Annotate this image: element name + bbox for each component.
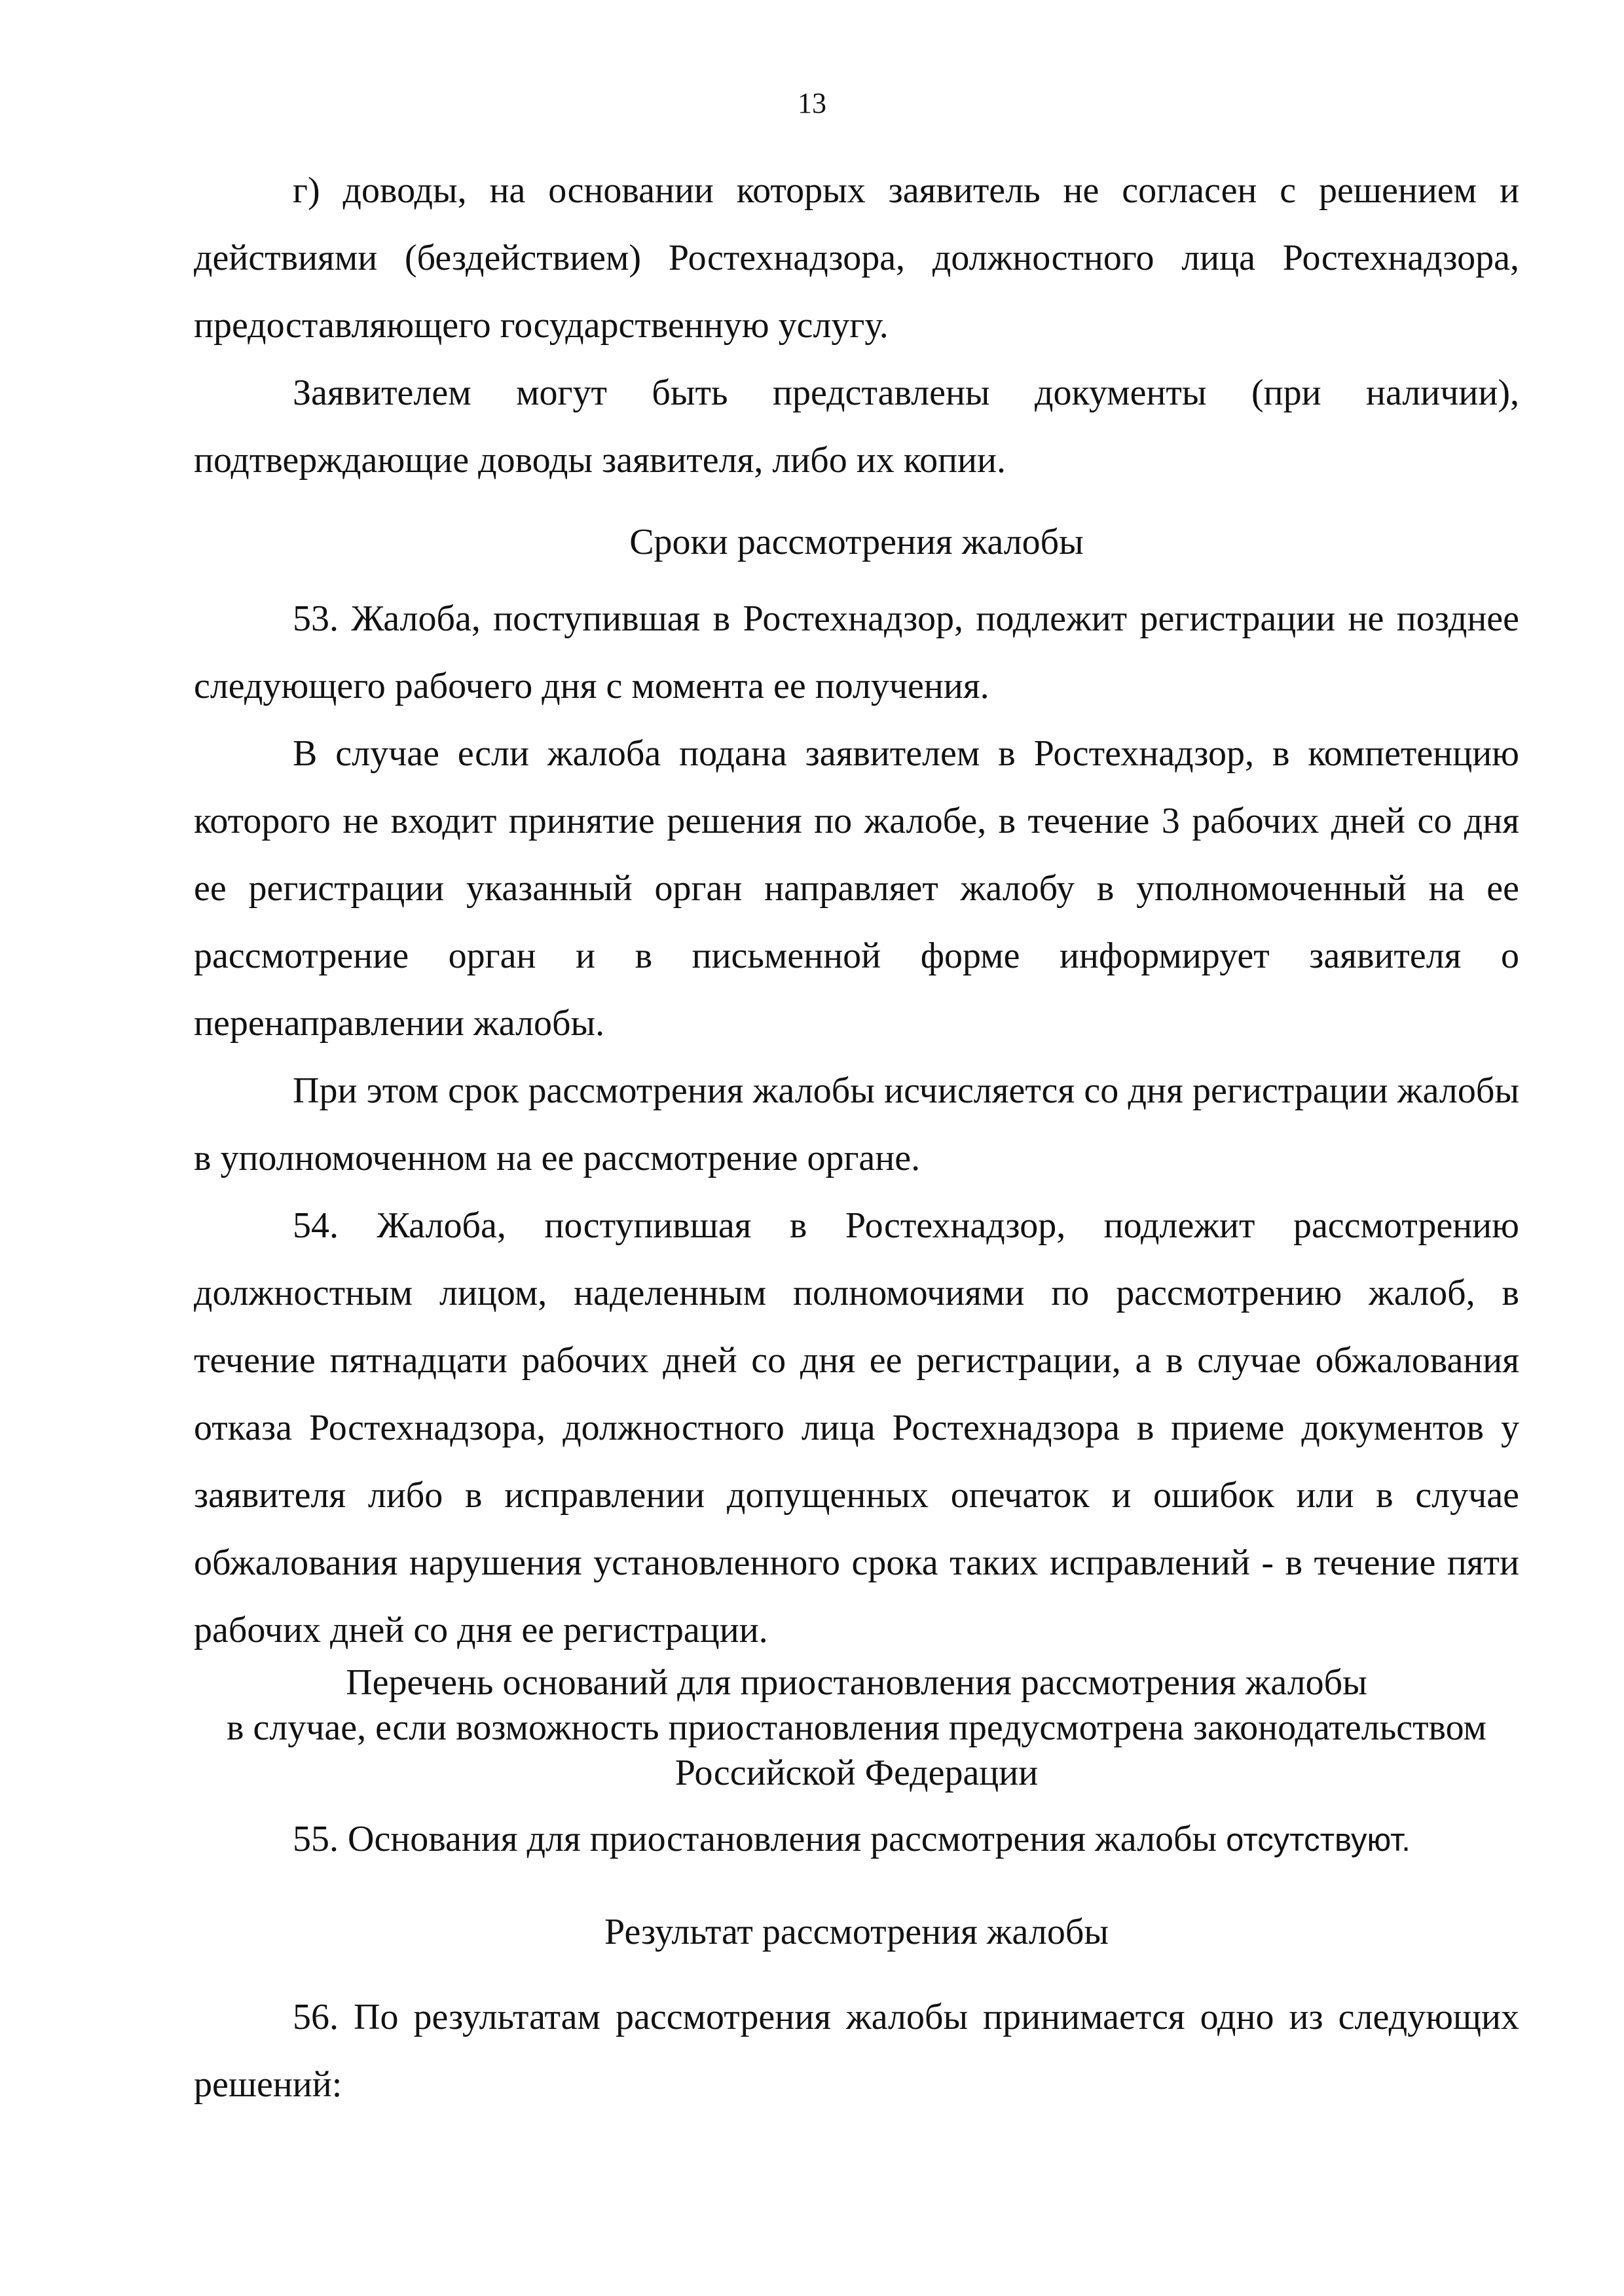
page-number: 13 — [798, 87, 826, 119]
heading-review-terms: Сроки рассмотрения жалобы — [629, 522, 1084, 562]
heading-review-result: Результат рассмотрения жалобы — [604, 1912, 1109, 1952]
paragraph-block-intro — [194, 157, 1519, 494]
paragraph-53-redirect: В случае если жалоба подана заявителем в Ростехнадзор, в компетенцию которого не входит принятие решения по жалобе, в течение 3 рабочих дней со дня ее регистрации указанный орган направляет жалобу в уполномоченный на ее рассмотрение орган и в письменной форме информирует заявителя о перенаправлении жалобы. — [194, 733, 1519, 1044]
paragraph-55-tail: отсутствуют. — [1226, 1823, 1411, 1858]
paragraph-53-term: При этом срок рассмотрения жалобы исчисляется со дня регистрации жалобы в уполномоченном на ее рассмотрение органе. — [194, 1070, 1519, 1178]
heading-suspension-line-3: Российской Федерации — [674, 1753, 1039, 1793]
paragraph-arguments: г) доводы, на основании которых заявитель не согласен с решением и действиями (бездействием) Ростехнадзора, должностного лица Ростехнадзора, предоставляющего государственную услугу. — [194, 170, 1519, 346]
paragraph-56: 56. По результатам рассмотрения жалобы принимается одно из следующих решений: — [194, 1997, 1519, 2105]
paragraph-block-terms — [194, 585, 1519, 1664]
paragraph-54: 54. Жалоба, поступившая в Ростехнадзор, подлежит рассмотрению должностным лицом, наделенным полномочиями по рассмотрению жалоб, в течение пятнадцати рабочих дней со дня ее регистрации, а в случае обжалования отказа Ростехнадзора, должностного лица Ростехнадзора в приеме документов у заявителя либо в исправлении допущенных опечаток и ошибок или в случае обжалования нарушения установленного срока таких исправлений - в течение пяти рабочих дней со дня ее регистрации. — [194, 1205, 1519, 1650]
paragraph-block-56 — [194, 1984, 1519, 2119]
heading-suspension-grounds — [194, 1660, 1519, 1796]
paragraph-55 — [194, 1806, 1519, 1874]
heading-suspension-line-1: Перечень оснований для приостановления рассмотрения жалобы — [346, 1662, 1367, 1703]
paragraph-53: 53. Жалоба, поступившая в Ростехнадзор, подлежит регистрации не позднее следующего рабочего дня с момента ее получения. — [194, 598, 1519, 706]
paragraph-55-main: 55. Основания для приостановления рассмотрения жалобы — [293, 1819, 1227, 1859]
heading-suspension-line-2: в случае, если возможность приостановления предусмотрена законодательством — [227, 1707, 1486, 1748]
paragraph-documents: Заявителем могут быть представлены документы (при наличии), подтверждающие доводы заявителя, либо их копии. — [194, 373, 1519, 481]
paragraph-block-55 — [194, 1806, 1519, 1874]
